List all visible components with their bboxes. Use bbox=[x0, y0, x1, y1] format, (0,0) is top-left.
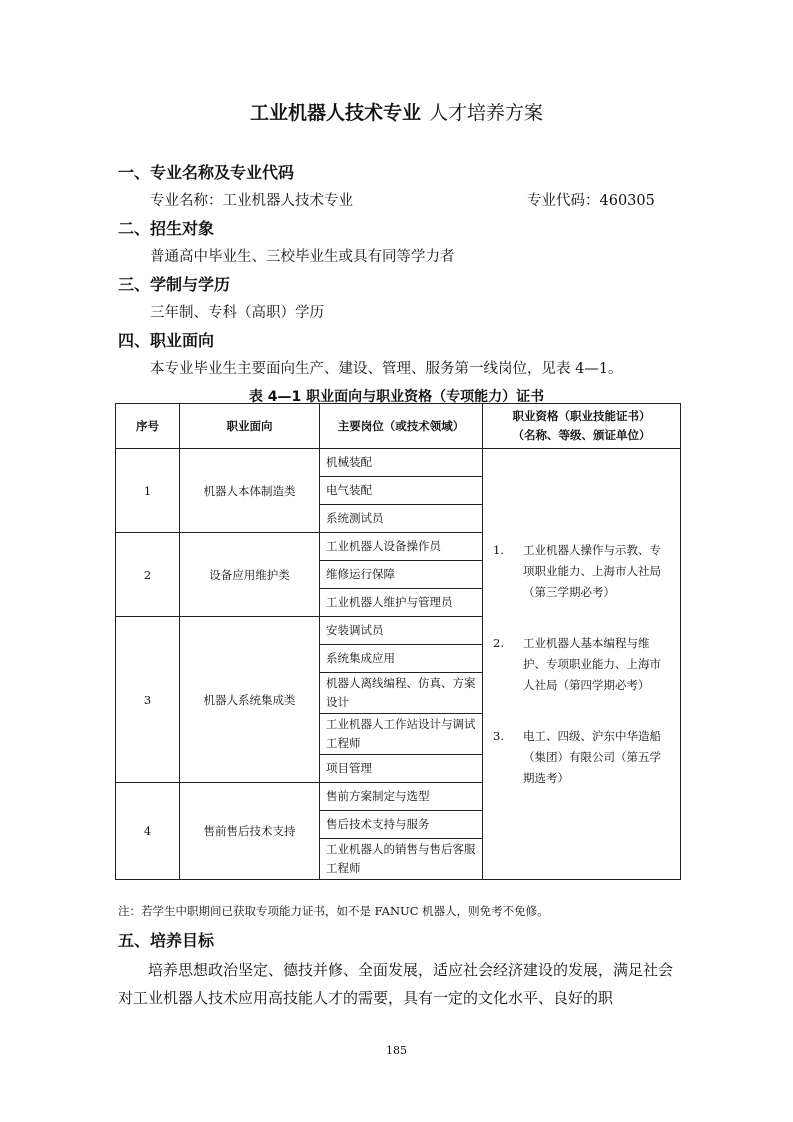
qualification-item bbox=[489, 540, 668, 603]
header-seq: 序号 bbox=[116, 404, 180, 449]
table-caption: 表 4—1 职业面向与职业资格（专项能力）证书 bbox=[248, 389, 545, 405]
table-note: 注：若学生中职期间已获取专项能力证书，如不是 FANUC 机器人，则免考不免修。 bbox=[118, 904, 549, 918]
title-sub: 人才培养方案 bbox=[429, 102, 544, 124]
major-name: 专业名称：工业机器人技术专业 bbox=[150, 193, 353, 209]
section-1-heading: 一、专业名称及专业代码 bbox=[118, 163, 295, 182]
group-seq: 2 bbox=[116, 533, 180, 617]
post-cell: 工业机器人设备操作员 bbox=[320, 533, 483, 561]
table-row bbox=[116, 449, 681, 477]
header-posts: 主要岗位（或技术领域） bbox=[320, 404, 483, 449]
post-cell: 售后技术支持与服务 bbox=[320, 811, 483, 839]
qualification-cell bbox=[483, 449, 681, 880]
post-cell: 机器人离线编程、仿真、方案设计 bbox=[320, 673, 483, 714]
qualification-num: 3. bbox=[493, 728, 504, 743]
post-cell: 工业机器人工作站设计与调试工程师 bbox=[320, 714, 483, 755]
section-4-text: 本专业毕业生主要面向生产、建设、管理、服务第一线岗位，见表 4—1。 bbox=[150, 361, 623, 377]
section-3-text: 三年制、专科（高职）学历 bbox=[150, 305, 324, 321]
page-title bbox=[0, 98, 793, 125]
post-cell: 系统集成应用 bbox=[320, 645, 483, 673]
qualification-text: 工业机器人操作与示教、专项职业能力、上海市人社局（第三学期必考） bbox=[523, 542, 661, 599]
section-2-text: 普通高中毕业生、三校毕业生或具有同等学力者 bbox=[150, 249, 455, 265]
post-cell: 电气装配 bbox=[320, 477, 483, 505]
qualification-item bbox=[489, 726, 668, 789]
table-header-row bbox=[116, 404, 681, 449]
group-field: 售前售后技术支持 bbox=[180, 783, 320, 880]
qualification-list bbox=[489, 540, 674, 789]
group-seq: 3 bbox=[116, 617, 180, 783]
qualification-text: 工业机器人基本编程与维护、专项职业能力、上海市人社局（第四学期必考） bbox=[523, 635, 661, 692]
header-qual-line1: 职业资格（职业技能证书） bbox=[512, 409, 651, 423]
group-seq: 1 bbox=[116, 449, 180, 533]
section-3-heading: 三、学制与学历 bbox=[118, 275, 231, 294]
qualification-num: 1. bbox=[493, 542, 504, 557]
header-qual-line2: （名称、等级、颁证单位） bbox=[512, 428, 651, 442]
group-seq: 4 bbox=[116, 783, 180, 880]
title-main: 工业机器人技术专业 bbox=[249, 102, 421, 124]
group-field: 机器人系统集成类 bbox=[180, 617, 320, 783]
header-qualification bbox=[483, 404, 681, 449]
page-number: 185 bbox=[386, 1044, 407, 1057]
career-table bbox=[115, 403, 681, 880]
section-5-heading: 五、培养目标 bbox=[118, 931, 215, 950]
post-cell: 系统测试员 bbox=[320, 505, 483, 533]
group-field: 机器人本体制造类 bbox=[180, 449, 320, 533]
post-cell: 售前方案制定与选型 bbox=[320, 783, 483, 811]
qualification-num: 2. bbox=[493, 635, 504, 650]
qualification-item bbox=[489, 633, 668, 696]
post-cell: 工业机器人的销售与售后客服工程师 bbox=[320, 839, 483, 880]
group-field: 设备应用维护类 bbox=[180, 533, 320, 617]
post-cell: 机械装配 bbox=[320, 449, 483, 477]
header-field: 职业面向 bbox=[180, 404, 320, 449]
post-cell: 项目管理 bbox=[320, 755, 483, 783]
post-cell: 工业机器人维护与管理员 bbox=[320, 589, 483, 617]
post-cell: 维修运行保障 bbox=[320, 561, 483, 589]
section-2-heading: 二、招生对象 bbox=[118, 219, 215, 238]
section-4-heading: 四、职业面向 bbox=[118, 331, 215, 350]
section-5-text: 培养思想政治坚定、德技并修、全面发展，适应社会经济建设的发展，满足社会对工业机器人技术应用高技能人才的需要，具有一定的文化水平、良好的职 bbox=[118, 961, 674, 1007]
major-code: 专业代码：460305 bbox=[527, 193, 655, 209]
post-cell: 安装调试员 bbox=[320, 617, 483, 645]
qualification-text: 电工、四级、沪东中华造船（集团）有限公司（第五学期选考） bbox=[523, 728, 661, 785]
